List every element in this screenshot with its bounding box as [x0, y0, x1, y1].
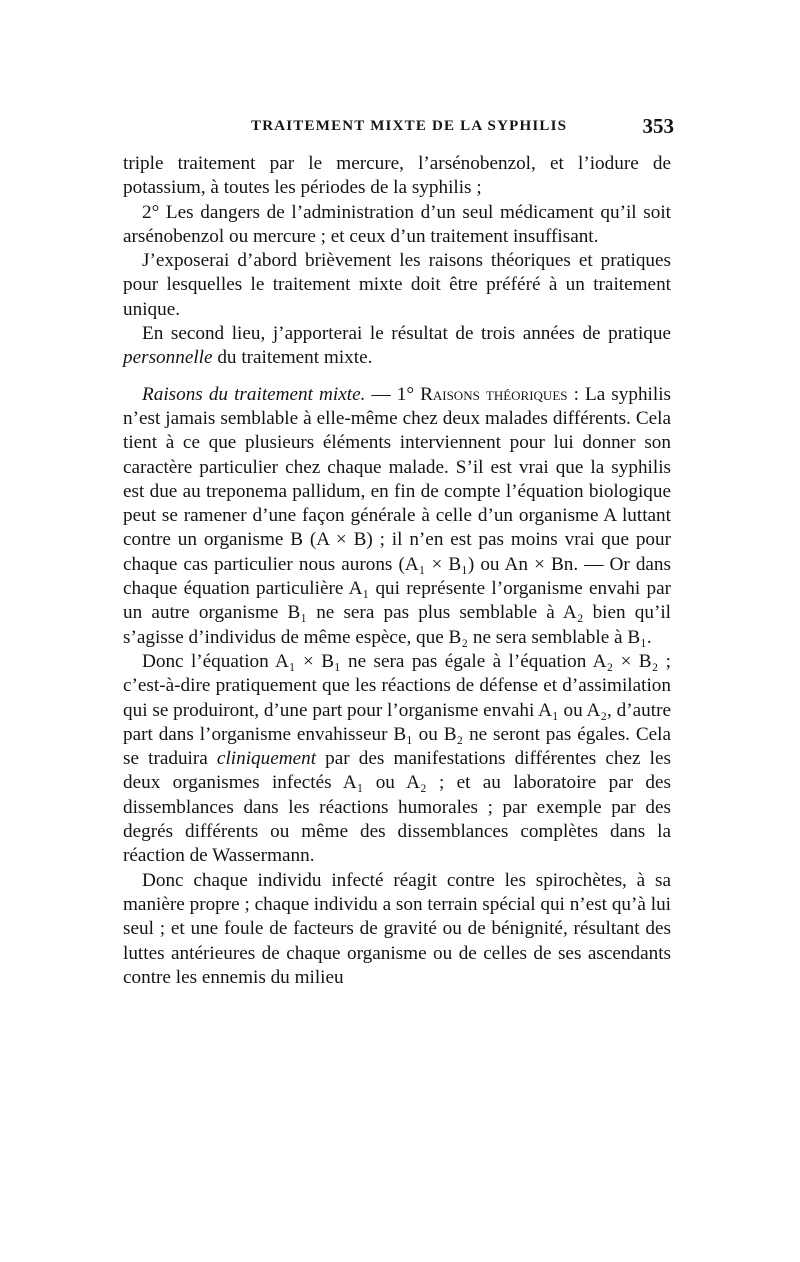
paragraph-exposition: J’exposerai d’abord brièvement les raisons théoriques et pratiques pour lesquelles le traitement mixte doit être préféré à un traitement unique. — [123, 250, 671, 320]
paragraph-continuation: triple traitement par le mercure, l’arsénobenzol, et l’iodure de potassium, à toutes les périodes de la syphilis ; — [123, 153, 671, 199]
paragraph-second-point — [123, 322, 671, 371]
subsection-heading: Raisons théoriques — [420, 383, 568, 405]
running-head — [123, 112, 674, 142]
emphasis-text: personnelle — [123, 347, 213, 369]
page-number: 353 — [642, 114, 674, 138]
paragraph-text: : La syphilis n’est jamais semblable à elle-même chez deux malades différents. Cela tient à ce que plusieurs éléments interviennent pour lui donner son caractère particulier chez chaque malade. S’il est vrai que la syphilis est due au treponema pallidum, en fin de compte l’équation biologique peut se ramener d’une façon générale à celle d’un organisme A luttant contre un organisme B (A × B) ; il n’en est pas moins vrai que pour chaque cas particulier nous aurons (A₁ × B₁) ou An × Bn. — Or dans chaque équation particulière A₁ qui représente l’organisme envahi par un autre organisme B₁ ne sera pas plus semblable à A₂ bien qu’il s’agisse d’individus de même espèce, que B₂ ne sera semblable à B₁. — [123, 383, 671, 648]
running-title: TRAITEMENT MIXTE DE LA SYPHILIS — [251, 118, 568, 134]
paragraph-dangers: 2° Les dangers de l’administration d’un seul médicament qu’il soit arsénobenzol ou mercure ; et ceux d’un traitement insuffisant. — [123, 201, 671, 247]
emphasis-text: cliniquement — [216, 748, 317, 770]
paragraph-individual-reaction: Donc chaque individu infecté réagit contre les spirochètes, à sa manière propre ; chaque individu a son terrain spécial qui n’est qu’à lui seul ; et une foule de facteurs de gravité ou de bénignité, résultant des luttes antérieures de chaque organisme ou de celles de ses ascendants contre les ennemis du milieu — [123, 869, 671, 988]
paragraph-raisons-theoriques — [123, 383, 671, 650]
body-text — [123, 152, 671, 990]
heading-separator: — 1° — [365, 383, 421, 405]
book-page — [123, 112, 674, 990]
paragraph-text: En second lieu, j’apporterai le résultat de trois années de pratique — [142, 323, 671, 345]
paragraph-text: du traitement mixte. — [212, 347, 373, 369]
section-heading: Raisons du traitement mixte. — [142, 383, 366, 405]
paragraph-text: par des manifestations différentes chez les deux organismes infectés A₁ ou A₂ ; et au laboratoire par des dissemblances dans les réactions humorales ; par exemple par des degrés différents ou même des dissemblances complètes dans la réaction de Wassermann. — [123, 748, 671, 867]
paragraph-equation — [123, 650, 671, 869]
paragraph-text: Donc l’équation A₁ × B₁ ne sera pas égale à l’équation A₂ × B₂ ; c’est-à-dire pratiquement que les réactions de défense et d’assimilation qui se produiront, d’une part pour l’organisme envahi A₁ ou A₂, d’autre part dans l’organisme envahisseur B₁ ou B₂ ne seront pas égales. Cela se traduira — [123, 650, 671, 770]
